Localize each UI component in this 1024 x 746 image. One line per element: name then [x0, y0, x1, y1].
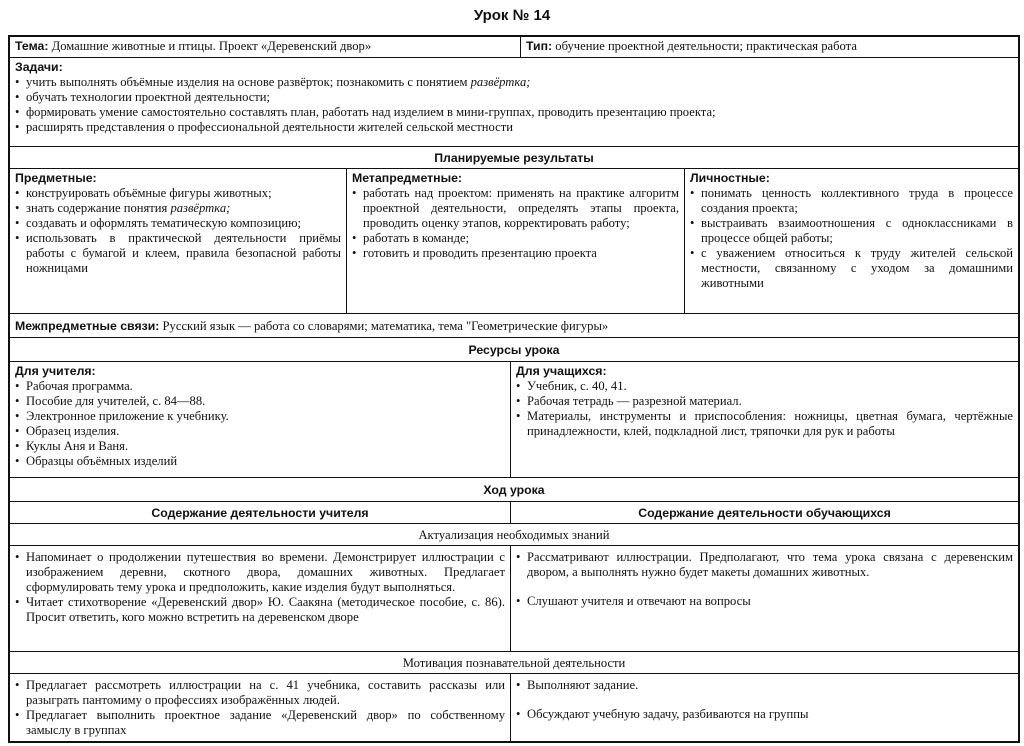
subject-results-cell [10, 169, 347, 313]
subject-results-label: Предметные: [15, 171, 97, 185]
list-item: • расширять представления о профессиональной деятельности жителей сельской местности [15, 120, 1013, 135]
teacher-resources-label: Для учителя: [15, 364, 96, 378]
results-row [10, 169, 1018, 314]
personal-results-label: Личностные: [690, 171, 770, 185]
type-value: обучение проектной деятельности; практическая работа [555, 39, 857, 53]
stage2-title: Мотивация познавательной деятельности [402, 656, 626, 670]
list-item: • Слушают учителя и отвечают на вопросы [516, 594, 1013, 609]
stage1-row [10, 546, 1018, 652]
list-item: • готовить и проводить презентацию проекта [352, 246, 679, 261]
type-cell [521, 37, 1018, 57]
list-item: • обучать технологии проектной деятельности; [15, 90, 1013, 105]
list-item: • Напоминает о продолжении путешествия во времени. Демонстрирует иллюстрации с изображением деревни, скотного двора, домашних животных. Предлагает сформулировать тему урока и предположить, какие изделия будут выполняться. [15, 550, 505, 595]
list-item: • Учебник, с. 40, 41. [516, 379, 1013, 394]
interdisciplinary-value: Русский язык — работа со словарями; математика, тема "Геометрические фигуры» [162, 319, 609, 333]
list-item: • Образец изделия. [15, 424, 505, 439]
topic-cell [10, 37, 521, 57]
resources-heading: Ресурсы урока [468, 343, 560, 357]
list-item: • работать над проектом: применять на практике алгоритм проектной деятельности, определять этапы проекта, проводить оценку этапов, корректировать работу; [352, 186, 679, 231]
type-label: Тип: [526, 39, 553, 53]
list-item: • Рабочая тетрадь — разрезной материал. [516, 394, 1013, 409]
stage1-title: Актуализация необходимых знаний [418, 528, 610, 542]
interdisciplinary-row [10, 314, 1018, 338]
list-item: • Обсуждают учебную задачу, разбиваются на группы [516, 707, 1013, 722]
meta-results-label: Метапредметные: [352, 171, 463, 185]
stage1-teacher-cell [10, 546, 511, 651]
tasks-row [10, 58, 1018, 147]
teacher-resources-cell [10, 362, 511, 477]
list-item: • понимать ценность коллективного труда в процессе создания проекта; [690, 186, 1013, 216]
resources-row [10, 362, 1018, 478]
results-heading-row [10, 147, 1018, 169]
course-columns-row [10, 502, 1018, 524]
list-item: • учить выполнять объёмные изделия на основе развёрток; познакомить с понятием развёртка; [15, 75, 1013, 90]
list-item: • создавать и оформлять тематическую композицию; [15, 216, 341, 231]
tasks-cell [10, 58, 1018, 146]
list-item: • работать в команде; [352, 231, 679, 246]
course-heading: Ход урока [483, 483, 545, 497]
list-item: • Образцы объёмных изделий [15, 454, 505, 469]
student-resources-label: Для учащихся: [516, 364, 607, 378]
stage1-title-row [10, 524, 1018, 546]
stage2-teacher-cell [10, 674, 511, 743]
list-item: • Материалы, инструменты и приспособления: ножницы, цветная бумага, чертёжные принадлежности, клей, подкладной лист, тряпочки для рук и работы [516, 409, 1013, 439]
interdisciplinary-cell [10, 314, 1018, 337]
tasks-list [15, 75, 1013, 135]
list-item: • использовать в практической деятельности приёмы работы с бумагой и клеем, правила безопасной работы ножницами [15, 231, 341, 276]
resources-heading-row [10, 338, 1018, 362]
topic-label: Тема: [15, 39, 49, 53]
tasks-label: Задачи: [15, 60, 63, 74]
stage2-title-row [10, 652, 1018, 674]
course-heading-row [10, 478, 1018, 502]
list-item: • Пособие для учителей, с. 84—88. [15, 394, 505, 409]
list-item: • Предлагает рассмотреть иллюстрации на с. 41 учебника, составить рассказы или разыграть пантомиму о профессиях изображённых людей. [15, 678, 505, 708]
personal-results-cell [685, 169, 1018, 313]
list-item: • формировать умение самостоятельно составлять план, работать над изделием в мини-группах, проводить презентацию проекта; [15, 105, 1013, 120]
page-title: Урок № 14 [473, 7, 551, 24]
students-column-header: Содержание деятельности обучающихся [638, 506, 891, 520]
list-item: • конструировать объёмные фигуры животных; [15, 186, 341, 201]
list-item: • Куклы Аня и Ваня. [15, 439, 505, 454]
meta-results-cell [347, 169, 685, 313]
list-item: • Рабочая программа. [15, 379, 505, 394]
topic-row [10, 37, 1018, 58]
list-item: • знать содержание понятия развёртка; [15, 201, 341, 216]
list-item: • Электронное приложение к учебнику. [15, 409, 505, 424]
stage2-students-cell [511, 674, 1018, 743]
stage1-students-cell [511, 546, 1018, 651]
list-item: • Рассматривают иллюстрации. Предполагают, что тема урока связана с деревенским двором, а выполнять нужно будет макеты домашних животных. [516, 550, 1013, 580]
teacher-column-header: Содержание деятельности учителя [10, 502, 511, 523]
interdisciplinary-label: Межпредметные связи: [15, 319, 160, 333]
topic-value: Домашние животные и птицы. Проект «Деревенский двор» [51, 39, 372, 53]
list-item: • выстраивать взаимоотношения с одноклассниками в процессе общей работы; [690, 216, 1013, 246]
list-item: • Выполняют задание. [516, 678, 1013, 693]
list-item: • Предлагает выполнить проектное задание «Деревенский двор» по собственному замыслу в группах [15, 708, 505, 738]
student-resources-cell [511, 362, 1018, 477]
list-item: • с уважением относиться к труду жителей сельской местности, связанному с уходом за домашними животными [690, 246, 1013, 291]
stage2-row [10, 674, 1018, 743]
results-heading: Планируемые результаты [434, 151, 594, 165]
lesson-plan-table [8, 35, 1020, 743]
list-item: • Читает стихотворение «Деревенский двор» Ю. Саакяна (методическое пособие, с. 86). Просит ответить, кого можно встретить на деревенском дворе [15, 595, 505, 625]
